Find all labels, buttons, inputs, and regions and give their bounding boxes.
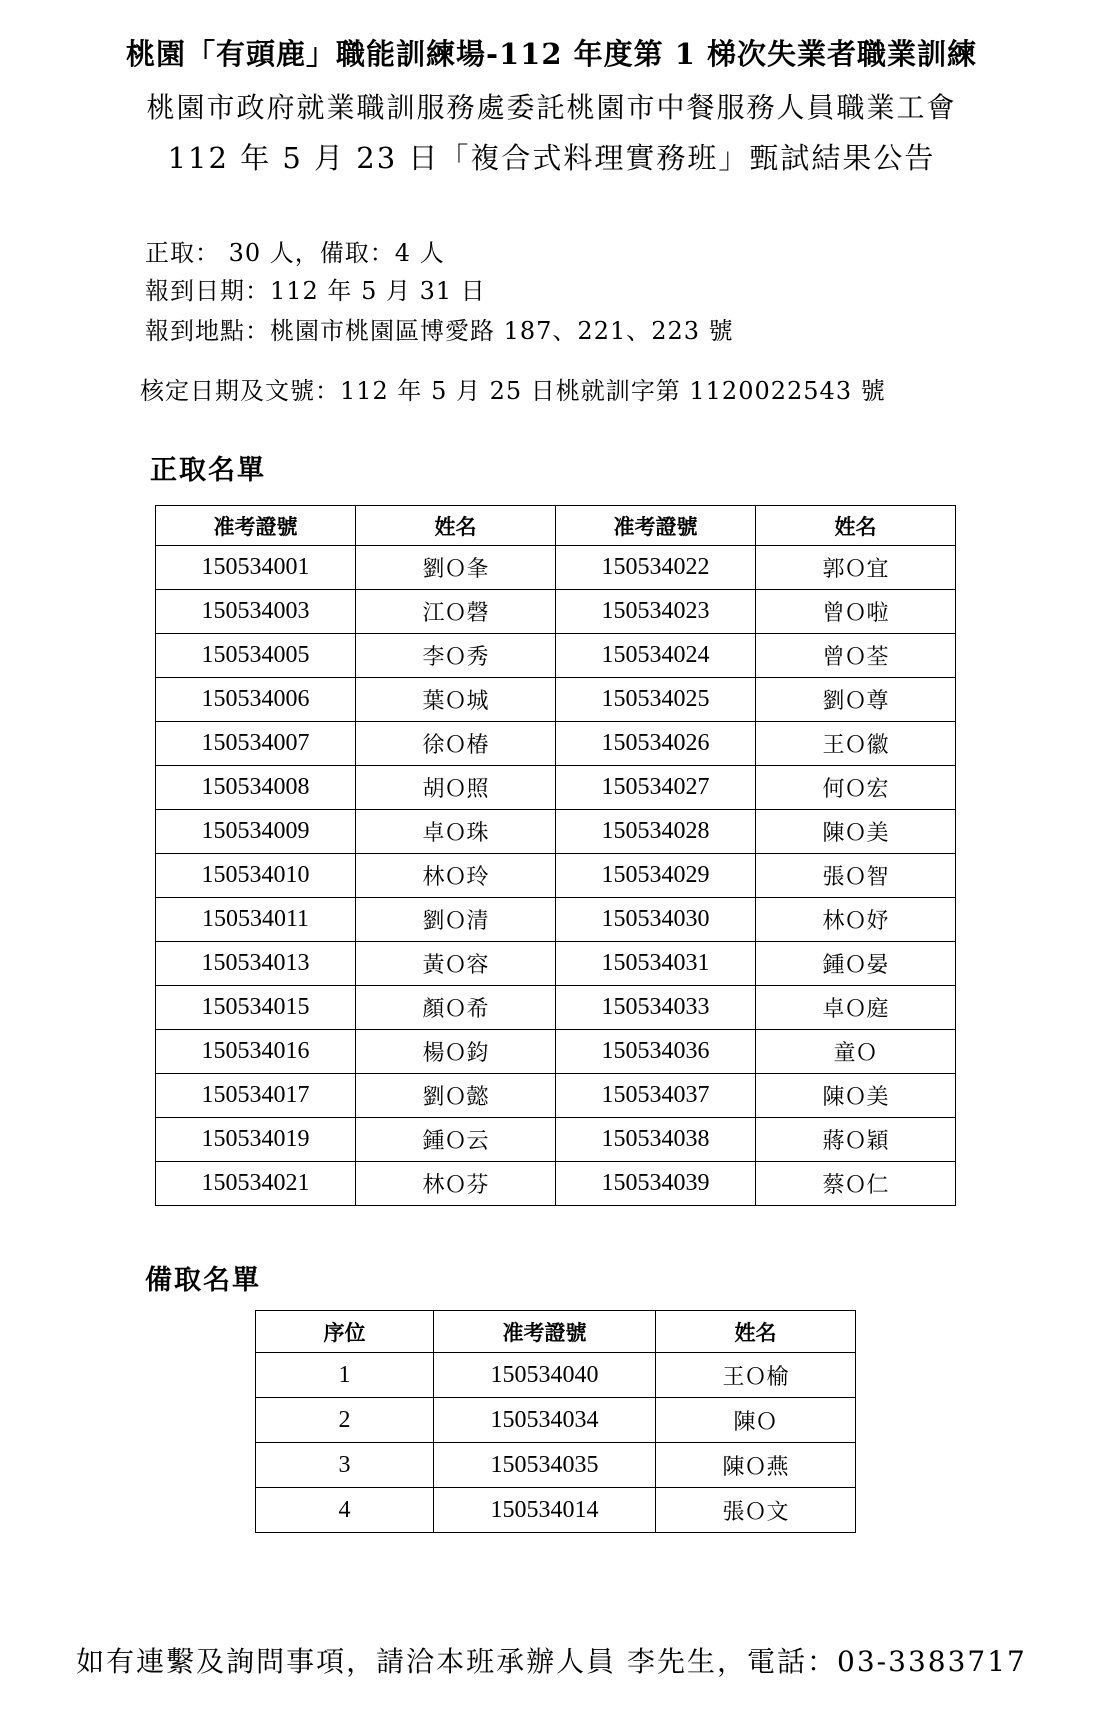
name-cell: 卓Ｏ珠 <box>356 810 556 854</box>
waitlist-table <box>255 1310 856 1533</box>
exam-number-cell: 150534003 <box>156 590 356 634</box>
contact-footer: 如有連繫及詢問事項，請洽本班承辦人員 李先生，電話：03-3383717 <box>76 1645 1027 1678</box>
name-cell: 王Ｏ榆 <box>656 1353 856 1398</box>
exam-number-cell: 150534035 <box>434 1443 656 1488</box>
exam-number-cell: 150534014 <box>434 1488 656 1533</box>
table-row <box>156 942 956 986</box>
name-cell: 林Ｏ妤 <box>756 898 956 942</box>
table-row <box>156 590 956 634</box>
name-cell: 胡Ｏ照 <box>356 766 556 810</box>
rank-cell: 1 <box>256 1353 434 1398</box>
name-cell: 林Ｏ芬 <box>356 1162 556 1206</box>
name-cell: 蔣Ｏ穎 <box>756 1118 956 1162</box>
name-cell: 鍾Ｏ晏 <box>756 942 956 986</box>
quota-info: 正取： 30 人，備取：4 人 <box>145 239 445 267</box>
name-cell: 陳Ｏ <box>656 1398 856 1443</box>
rank-cell: 4 <box>256 1488 434 1533</box>
name-cell: 李Ｏ秀 <box>356 634 556 678</box>
exam-number-cell: 150534025 <box>556 678 756 722</box>
exam-number-cell: 150534001 <box>156 546 356 590</box>
table-row <box>156 722 956 766</box>
table-row <box>256 1443 856 1488</box>
table-row <box>156 1162 956 1206</box>
exam-number-cell: 150534024 <box>556 634 756 678</box>
column-header-exam-number: 准考證號 <box>556 506 756 546</box>
table-row <box>156 854 956 898</box>
column-header-name: 姓名 <box>756 506 956 546</box>
exam-number-cell: 150534022 <box>556 546 756 590</box>
admitted-heading: 正取名單 <box>150 455 266 486</box>
exam-number-cell: 150534031 <box>556 942 756 986</box>
waitlist-table-body <box>256 1353 856 1533</box>
exam-number-cell: 150534005 <box>156 634 356 678</box>
table-row <box>156 678 956 722</box>
exam-number-cell: 150534037 <box>556 1074 756 1118</box>
exam-number-cell: 150534015 <box>156 986 356 1030</box>
table-row <box>156 1074 956 1118</box>
table-row <box>256 1353 856 1398</box>
name-cell: 曾Ｏ啦 <box>756 590 956 634</box>
rank-cell: 2 <box>256 1398 434 1443</box>
exam-number-cell: 150534008 <box>156 766 356 810</box>
name-cell: 江Ｏ磬 <box>356 590 556 634</box>
name-cell: 陳Ｏ美 <box>756 810 956 854</box>
exam-number-cell: 150534026 <box>556 722 756 766</box>
exam-number-cell: 150534028 <box>556 810 756 854</box>
name-cell: 顏Ｏ希 <box>356 986 556 1030</box>
table-row <box>156 634 956 678</box>
document-subtitle-organization: 桃園市政府就業職訓服務處委託桃園市中餐服務人員職業工會 <box>146 91 957 124</box>
exam-number-cell: 150534011 <box>156 898 356 942</box>
exam-number-cell: 150534010 <box>156 854 356 898</box>
name-cell: 卓Ｏ庭 <box>756 986 956 1030</box>
name-cell: 陳Ｏ美 <box>756 1074 956 1118</box>
document-title: 桃園「有頭鹿」職能訓練場-112 年度第 1 梯次失業者職業訓練 <box>125 37 978 71</box>
name-cell: 黃Ｏ容 <box>356 942 556 986</box>
table-row <box>156 898 956 942</box>
name-cell: 陳Ｏ燕 <box>656 1443 856 1488</box>
name-cell: 劉Ｏ懿 <box>356 1074 556 1118</box>
exam-number-cell: 150534039 <box>556 1162 756 1206</box>
waitlist-table-header-row <box>256 1311 856 1353</box>
exam-number-cell: 150534019 <box>156 1118 356 1162</box>
exam-number-cell: 150534038 <box>556 1118 756 1162</box>
name-cell: 張Ｏ智 <box>756 854 956 898</box>
exam-number-cell: 150534016 <box>156 1030 356 1074</box>
table-row <box>256 1398 856 1443</box>
report-place-info: 報到地點：桃園市桃園區博愛路 187、221、223 號 <box>145 317 734 345</box>
exam-number-cell: 150534007 <box>156 722 356 766</box>
column-header-name: 姓名 <box>656 1311 856 1353</box>
table-row <box>156 766 956 810</box>
name-cell: 劉Ｏ夆 <box>356 546 556 590</box>
exam-number-cell: 150534023 <box>556 590 756 634</box>
exam-number-cell: 150534029 <box>556 854 756 898</box>
name-cell: 張Ｏ文 <box>656 1488 856 1533</box>
exam-number-cell: 150534006 <box>156 678 356 722</box>
column-header-exam-number: 准考證號 <box>434 1311 656 1353</box>
admitted-table <box>155 505 956 1206</box>
column-header-rank: 序位 <box>256 1311 434 1353</box>
approval-info: 核定日期及文號：112 年 5 月 25 日桃就訓字第 1120022543 號 <box>140 377 886 405</box>
name-cell: 楊Ｏ鈞 <box>356 1030 556 1074</box>
name-cell: 鍾Ｏ云 <box>356 1118 556 1162</box>
column-header-name: 姓名 <box>356 506 556 546</box>
table-row <box>256 1488 856 1533</box>
exam-number-cell: 150534009 <box>156 810 356 854</box>
column-header-exam-number: 准考證號 <box>156 506 356 546</box>
name-cell: 王Ｏ徽 <box>756 722 956 766</box>
exam-number-cell: 150534027 <box>556 766 756 810</box>
name-cell: 劉Ｏ清 <box>356 898 556 942</box>
rank-cell: 3 <box>256 1443 434 1488</box>
exam-number-cell: 150534036 <box>556 1030 756 1074</box>
name-cell: 葉Ｏ城 <box>356 678 556 722</box>
admitted-table-body <box>156 546 956 1206</box>
name-cell: 林Ｏ玲 <box>356 854 556 898</box>
name-cell: 徐Ｏ椿 <box>356 722 556 766</box>
waitlist-heading: 備取名單 <box>145 1265 261 1296</box>
table-row <box>156 1030 956 1074</box>
name-cell: 劉Ｏ尊 <box>756 678 956 722</box>
exam-number-cell: 150534013 <box>156 942 356 986</box>
document-subtitle-announcement: 112 年 5 月 23 日「複合式料理實務班」甄試結果公告 <box>167 141 936 175</box>
table-row <box>156 986 956 1030</box>
exam-number-cell: 150534034 <box>434 1398 656 1443</box>
name-cell: 何Ｏ宏 <box>756 766 956 810</box>
table-row <box>156 1118 956 1162</box>
exam-number-cell: 150534033 <box>556 986 756 1030</box>
exam-number-cell: 150534030 <box>556 898 756 942</box>
name-cell: 蔡Ｏ仁 <box>756 1162 956 1206</box>
admitted-table-header-row <box>156 506 956 546</box>
table-row <box>156 546 956 590</box>
table-row <box>156 810 956 854</box>
name-cell: 童Ｏ <box>756 1030 956 1074</box>
exam-number-cell: 150534017 <box>156 1074 356 1118</box>
exam-number-cell: 150534021 <box>156 1162 356 1206</box>
name-cell: 曾Ｏ荃 <box>756 634 956 678</box>
name-cell: 郭Ｏ宜 <box>756 546 956 590</box>
report-date-info: 報到日期：112 年 5 月 31 日 <box>145 277 486 305</box>
exam-number-cell: 150534040 <box>434 1353 656 1398</box>
